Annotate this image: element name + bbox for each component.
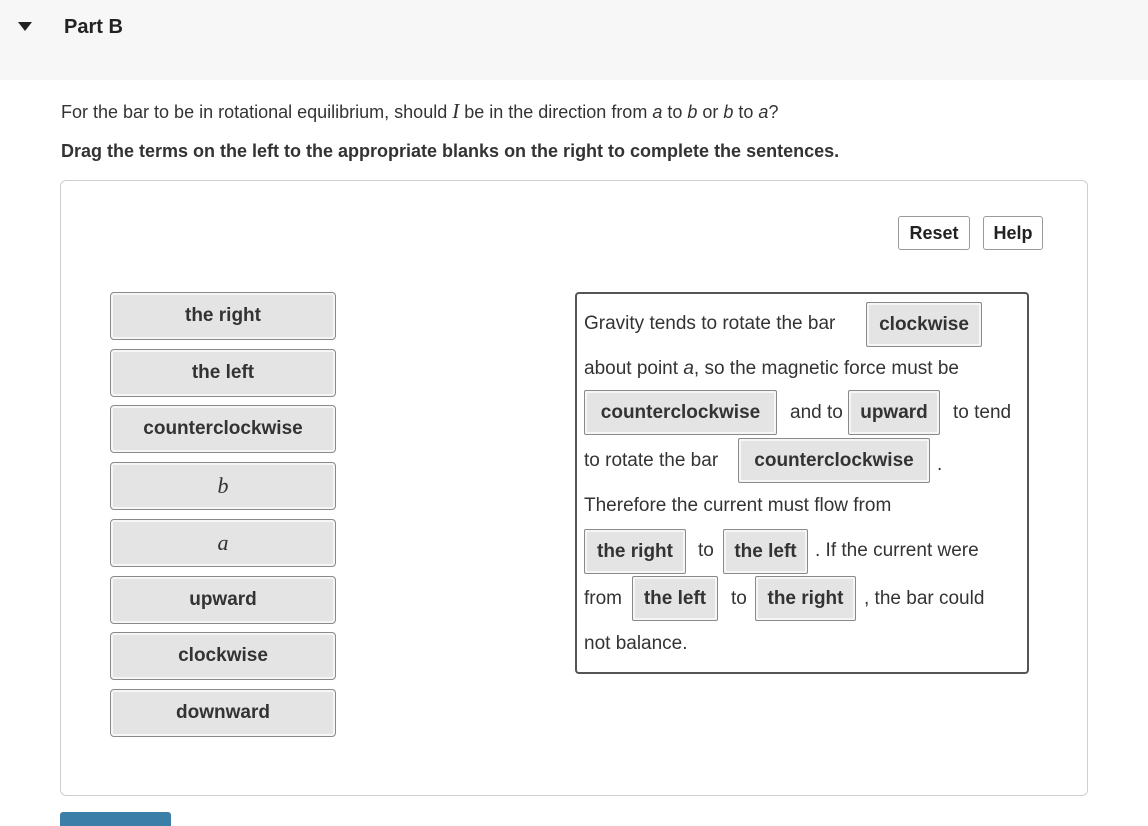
collapse-triangle-icon[interactable]	[18, 22, 32, 31]
term-downward[interactable]: downward	[110, 689, 336, 737]
sentence-text: , the bar could	[864, 588, 985, 609]
term-a[interactable]: a	[110, 519, 336, 567]
sentence-text: to tend	[953, 402, 1012, 423]
part-header[interactable]	[0, 0, 1148, 80]
help-button[interactable]: Help	[983, 216, 1043, 250]
part-title: Part B	[64, 16, 123, 38]
blank-6[interactable]: the left	[723, 529, 808, 574]
sentence-text: to	[731, 588, 747, 609]
sentence-text: to	[698, 540, 714, 561]
blank-2[interactable]: counterclockwise	[584, 390, 777, 435]
term-upward[interactable]: upward	[110, 576, 336, 624]
sentence-text: . If the current were	[815, 540, 979, 561]
term-the-right[interactable]: the right	[110, 292, 336, 340]
reset-button[interactable]: Reset	[898, 216, 970, 250]
term-counterclockwise[interactable]: counterclockwise	[110, 405, 336, 453]
sentence-text: not balance.	[584, 633, 688, 654]
sentence-text: and to	[790, 402, 843, 423]
question-text: For the bar to be in rotational equilibrium, should I be in the direction from a to b or b to a?	[61, 99, 779, 123]
sentence-text: about point a, so the magnetic force must be	[584, 358, 959, 379]
blank-5[interactable]: the right	[584, 529, 686, 574]
term-the-left[interactable]: the left	[110, 349, 336, 397]
term-b[interactable]: b	[110, 462, 336, 510]
sentence-text: from	[584, 588, 622, 609]
sentence-text: Therefore the current must flow from	[584, 495, 892, 516]
blank-7[interactable]: the left	[632, 576, 718, 621]
instructions: Drag the terms on the left to the appropriate blanks on the right to complete the sentences.	[61, 141, 840, 161]
sentence-text: .	[937, 454, 943, 475]
sentence-text: to rotate the bar	[584, 450, 719, 471]
submit-button[interactable]	[60, 812, 171, 826]
sentence-text: Gravity tends to rotate the bar	[584, 313, 836, 334]
blank-3[interactable]: upward	[848, 390, 940, 435]
blank-4[interactable]: counterclockwise	[738, 438, 930, 483]
term-clockwise[interactable]: clockwise	[110, 632, 336, 680]
blank-8[interactable]: the right	[755, 576, 856, 621]
blank-1[interactable]: clockwise	[866, 302, 982, 347]
